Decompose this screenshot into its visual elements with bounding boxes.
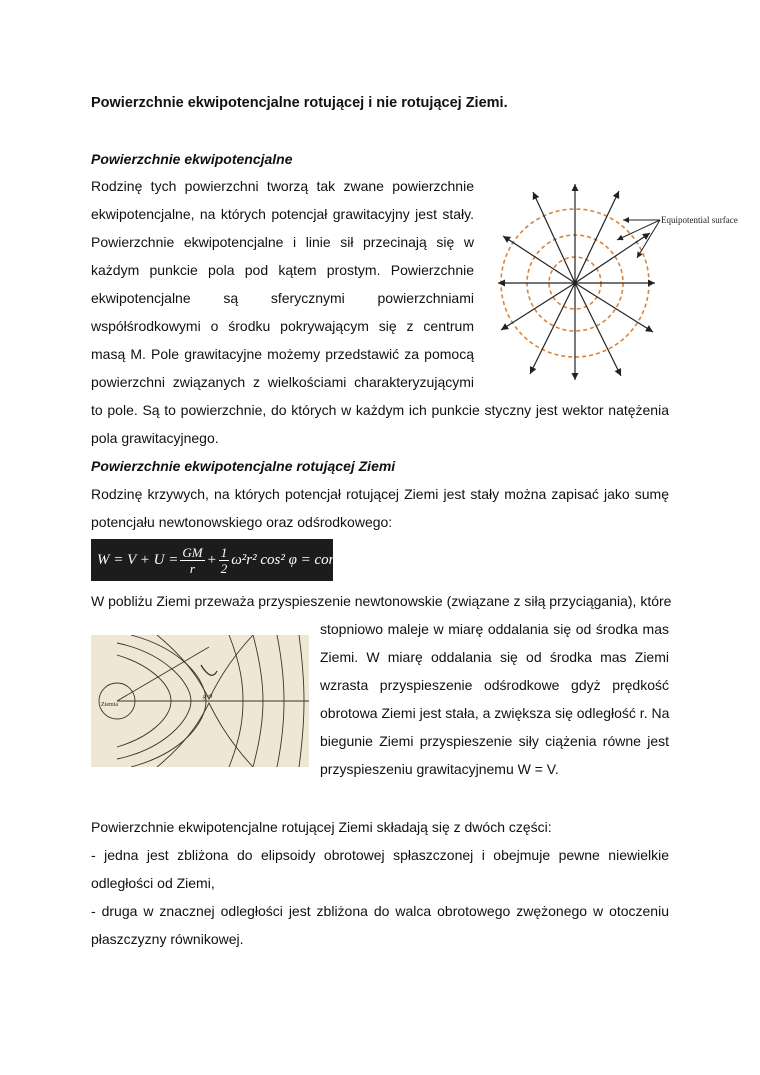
paragraph-line: biegunie Ziemi przyspieszenie siły ciążenia równe jest xyxy=(320,733,669,749)
section-heading-rotating: Powierzchnie ekwipotencjalne rotującej Ziemi xyxy=(91,458,396,474)
list-line: odległości od Ziemi, xyxy=(91,875,215,891)
section2-wrapped-paragraph xyxy=(320,615,669,783)
paragraph-line: przyspieszeniu grawitacyjnemu W = V. xyxy=(320,761,559,777)
paragraph-line: obrotowa Ziemi jest stała, a zwiększa się odległość r. Na xyxy=(320,705,670,721)
section1-wrapped-paragraph xyxy=(91,172,474,396)
list-line: - jedna jest zbliżona do elipsoidy obrotowej spłaszczonej i obejmuje pewne niewielkie xyxy=(91,847,669,863)
g-zero-label: g=0 xyxy=(203,694,213,700)
formula-plus: + xyxy=(206,551,217,568)
formula-fraction-half: $\frac{1}{2}$ xyxy=(220,544,228,576)
paragraph-line: ekwipotencjalne są sferycznymi powierzchniami xyxy=(91,290,474,306)
paragraph-line: potencjału newtonowskiego oraz odśrodkowego: xyxy=(91,514,393,530)
list-line: płaszczyzny równikowej. xyxy=(91,931,244,947)
paragraph-line: współśrodkowymi o środku pokrywającym się z centrum xyxy=(91,318,474,334)
paragraph-line: Rodzinę krzywych, na których potencjał rotującej Ziemi jest stały można zapisać jako sumę xyxy=(91,486,669,502)
formula-fraction-gm: $\frac{GM}{r}$ xyxy=(182,544,203,576)
paragraph-line: Powierzchnie ekwipotencjalne i linie sił przecinają się w xyxy=(91,234,474,250)
paragraph-line: masą M. Pole grawitacyjne możemy przedstawić za pomocą xyxy=(91,346,474,362)
paragraph-first-line: W pobliżu Ziemi przeważa przyspieszenie newtonowskie (związane z siłą przyciągania), które xyxy=(91,593,672,609)
paragraph-line: Rodzinę tych powierzchni tworzą tak zwane powierzchnie xyxy=(91,178,474,194)
figure-label: Equipotential surface xyxy=(661,215,738,225)
paragraph-line: ekwipotencjalne, na których potencjał grawitacyjny jest stały. xyxy=(91,206,474,222)
rotating-earth-equipotential-figure xyxy=(91,635,309,767)
potential-formula xyxy=(91,539,347,581)
section3-intro: Powierzchnie ekwipotencjalne rotującej Ziemi składają się z dwóch części: xyxy=(91,819,552,835)
formula-lhs: W = V + U = xyxy=(97,551,179,568)
label-pointers xyxy=(617,220,660,258)
paragraph-line: pola grawitacyjnego. xyxy=(91,430,219,446)
paragraph-line: Ziemi. W miarę oddalania się od środka mas Ziemi xyxy=(320,649,669,665)
earth-label: Ziemia xyxy=(101,702,118,708)
paragraph-line: wzrasta przyspieszenie odśrodkowe gdyż prędkość xyxy=(320,677,669,693)
paragraph-line: każdym punkcie pola pod kątem prostym. Powierzchnie xyxy=(91,262,474,278)
section3-list xyxy=(91,841,669,953)
list-line: - druga w znacznej odległości jest zbliżona do walca obrotowego zwężonego w otoczeniu xyxy=(91,903,669,919)
paragraph-line: stopniowo maleje w miarę oddalania się od środka mas xyxy=(320,621,669,637)
section2-intro xyxy=(91,480,669,536)
formula-rhs: ω²r² cos² φ = const xyxy=(231,551,347,568)
equipotential-diagram xyxy=(495,178,745,388)
page-title: Powierzchnie ekwipotencjalne rotującej i nie rotującej Ziemi. xyxy=(91,95,508,111)
paragraph-line: powierzchni związanych z wielkościami charakteryzującymi xyxy=(91,374,474,390)
paragraph-line: to pole. Są to powierzchnie, do których w każdym ich punkcie styczny jest wektor natężenia xyxy=(91,402,669,418)
section-heading-equipotential: Powierzchnie ekwipotencjalne xyxy=(91,151,293,167)
section1-full-paragraph xyxy=(91,396,669,452)
field-lines xyxy=(498,184,655,380)
